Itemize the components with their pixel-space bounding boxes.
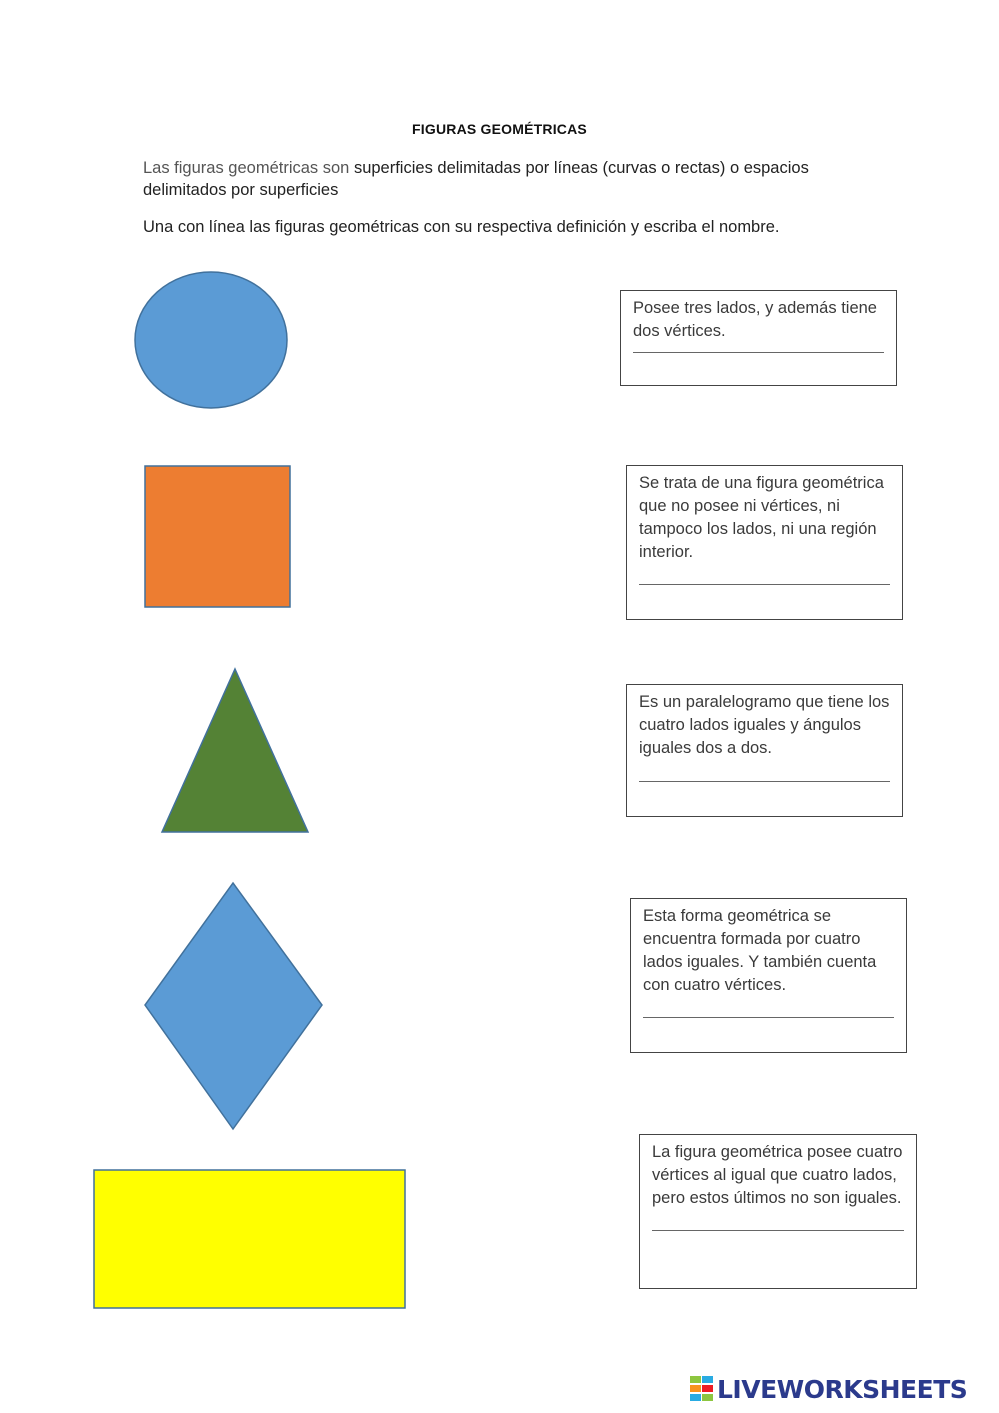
definition-box-1[interactable] — [620, 290, 897, 386]
circle-shape[interactable] — [133, 270, 289, 410]
intro-part-2: superficies delimitadas por líneas (curvas o rectas) o espacios delimitados por superficies — [143, 159, 809, 199]
rhombus-shape[interactable] — [143, 881, 324, 1131]
liveworksheets-logo-icon — [690, 1376, 714, 1402]
definition-box-3[interactable] — [626, 684, 903, 817]
definition-box-4[interactable] — [630, 898, 907, 1053]
definition-text: Es un paralelogramo que tiene los cuatro lados iguales y ángulos iguales dos a dos. — [639, 693, 890, 757]
definition-box-2[interactable] — [626, 465, 903, 620]
definition-box-5[interactable] — [639, 1134, 917, 1289]
answer-line[interactable] — [643, 1017, 894, 1018]
instruction-text: Una con línea las figuras geométricas con su respectiva definición y escriba el nombre. — [143, 218, 780, 236]
rectangle-shape[interactable] — [93, 1169, 406, 1309]
liveworksheets-logo — [690, 1373, 967, 1405]
definition-text: Esta forma geométrica se encuentra formada por cuatro lados iguales. Y también cuenta con cuatro vértices. — [643, 907, 877, 994]
intro-paragraph — [143, 157, 843, 201]
answer-line[interactable] — [633, 352, 884, 353]
answer-line[interactable] — [639, 584, 890, 585]
triangle-shape[interactable] — [160, 667, 310, 834]
worksheet-title: FIGURAS GEOMÉTRICAS — [412, 121, 587, 137]
definition-text: Posee tres lados, y además tiene dos vértices. — [633, 299, 877, 340]
intro-part-1: Las figuras geométricas son — [143, 159, 350, 177]
definition-text: La figura geométrica posee cuatro vértices al igual que cuatro lados, pero estos últimos no son iguales. — [652, 1143, 903, 1207]
square-shape[interactable] — [144, 465, 292, 608]
definition-text: Se trata de una figura geométrica que no posee ni vértices, ni tampoco los lados, ni una región interior. — [639, 474, 884, 561]
answer-line[interactable] — [652, 1230, 904, 1231]
answer-line[interactable] — [639, 781, 890, 782]
liveworksheets-logo-text: LIVEWORKSHEETS — [717, 1374, 968, 1404]
